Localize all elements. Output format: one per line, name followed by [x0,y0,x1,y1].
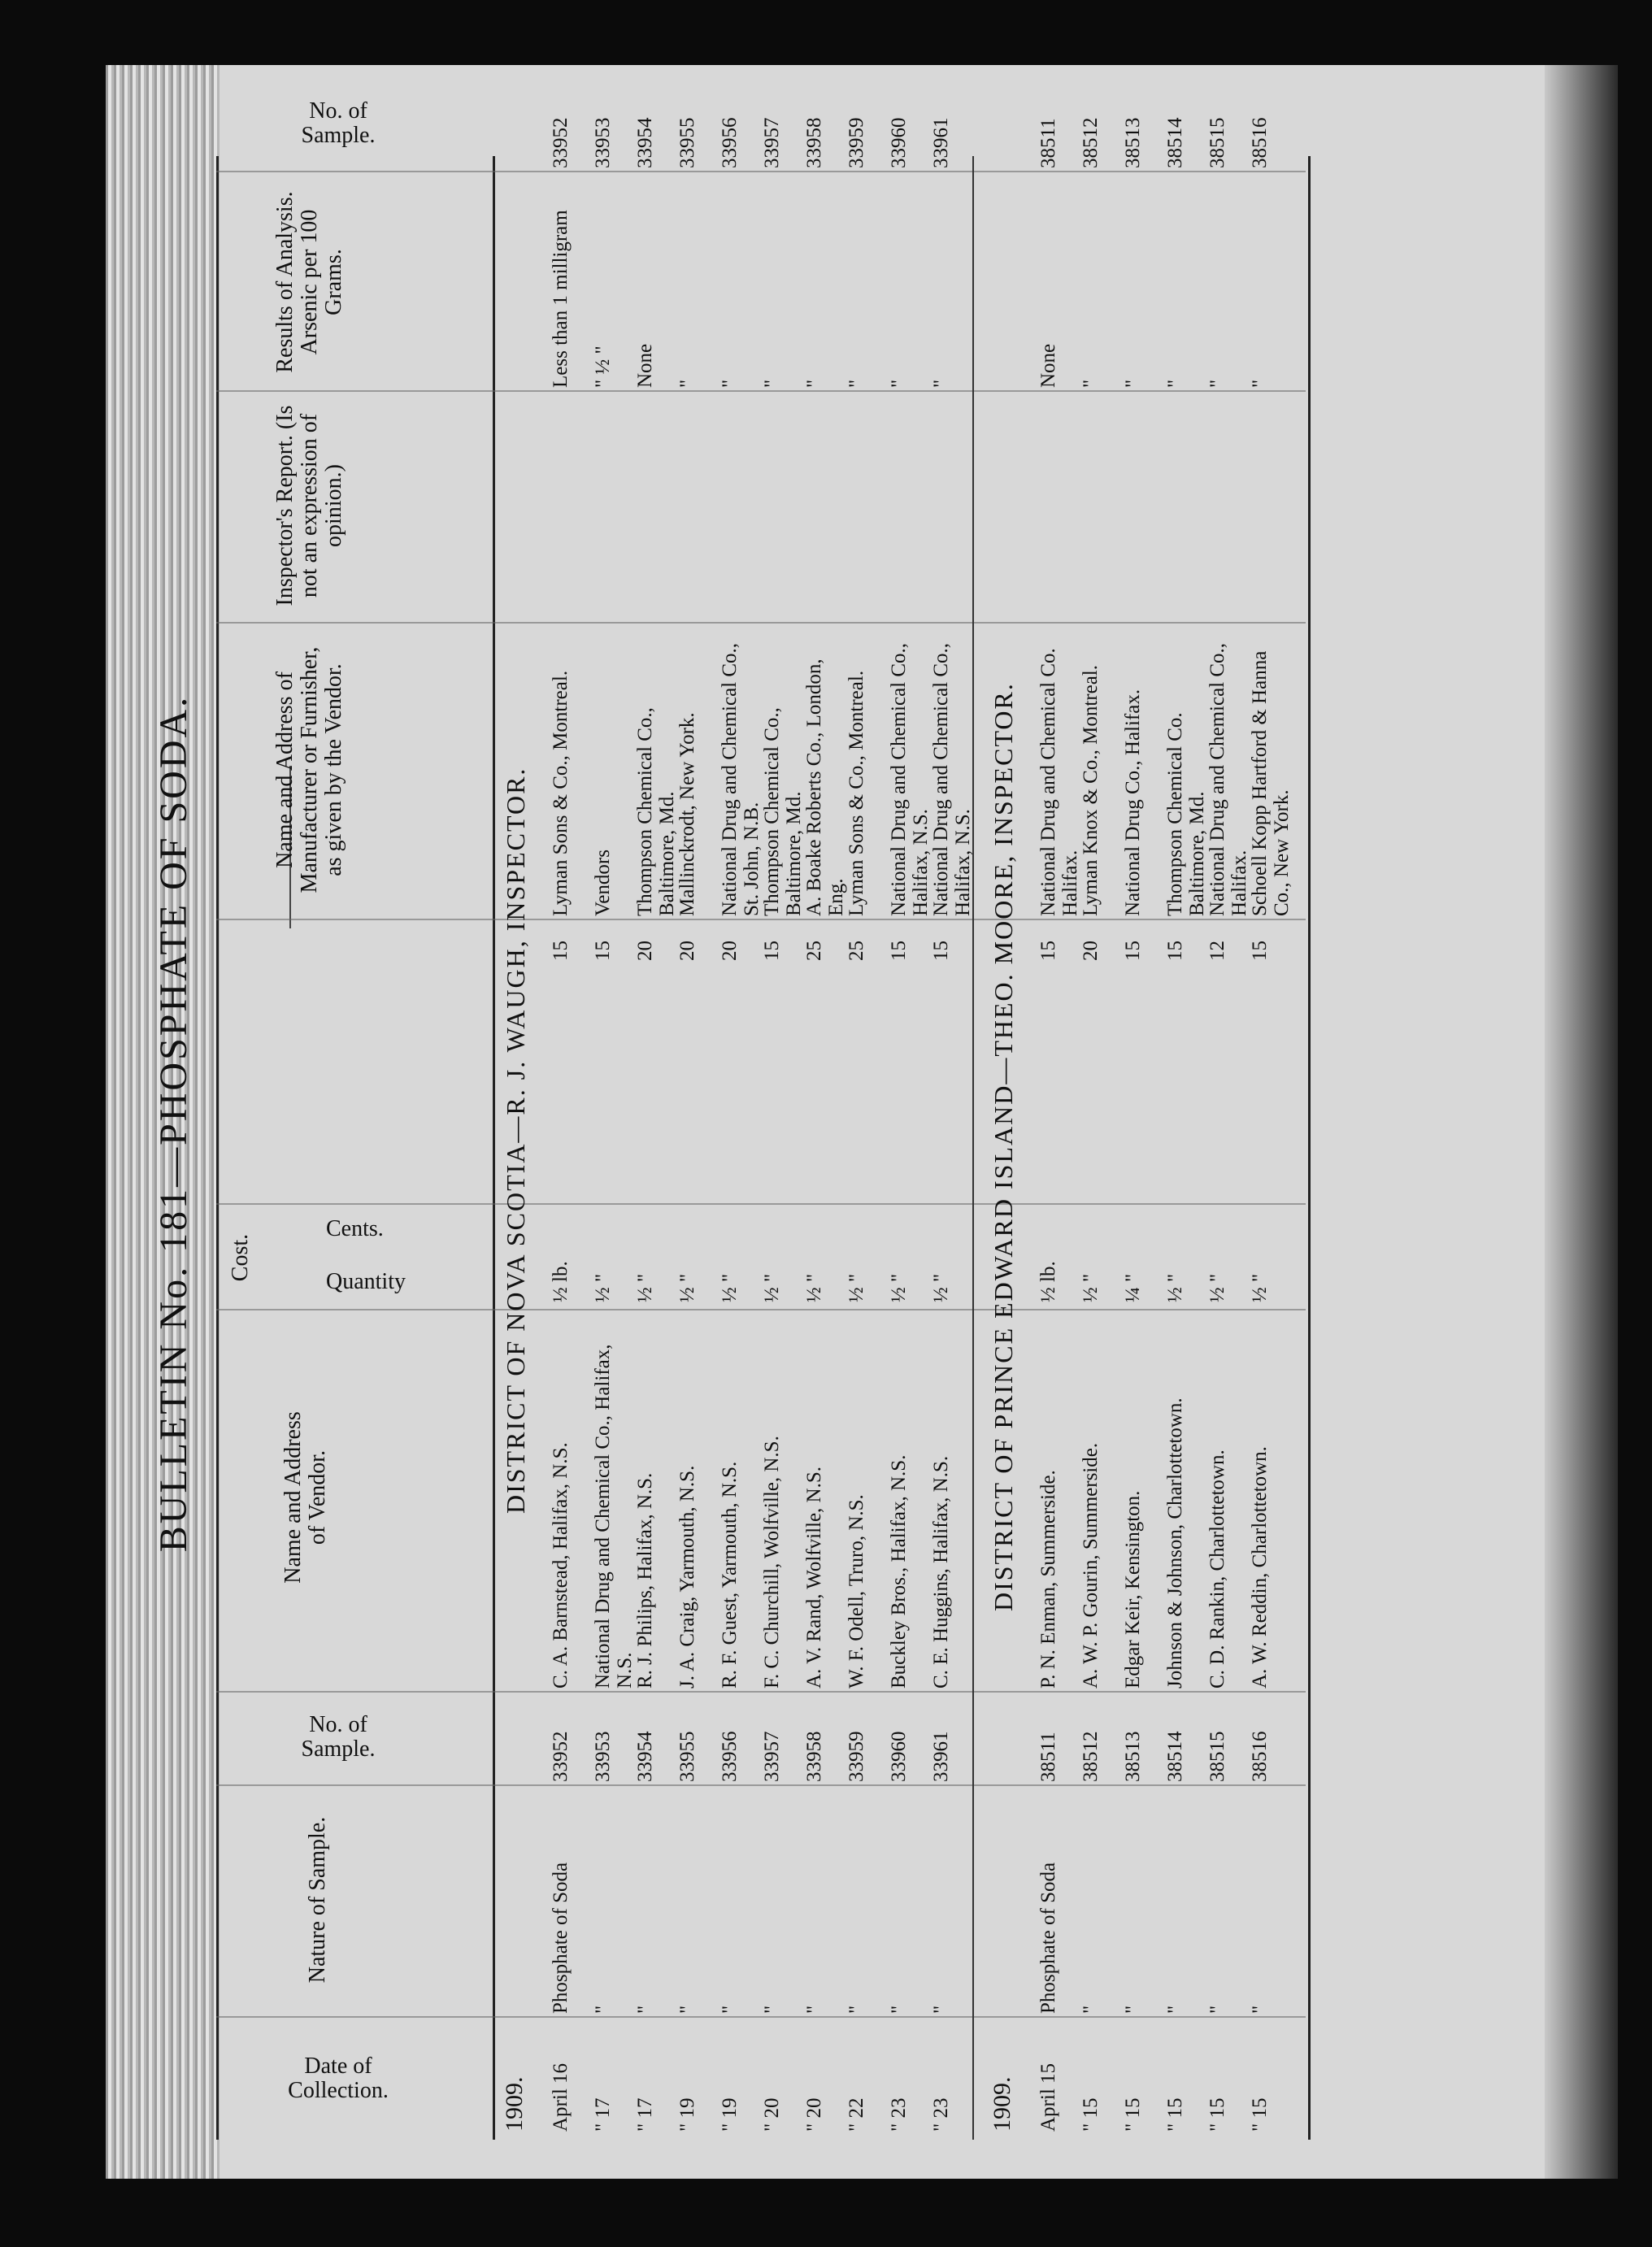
manufacturer-cell: Mallinckrodt, New York. [676,712,698,916]
manufacturer-cell: National Drug and Chemical Co., Halifax, N.S. [930,642,974,916]
nature-cell: Phosphate of Soda [1037,1862,1059,2014]
bulletin-title: BULLETIN No. 181—PHOSPHATE OF SODA. [152,694,195,1553]
result-cell: " [1206,379,1228,388]
manufacturer-cell: Thompson Chemical Co., Baltimore, Md. [761,707,805,916]
sample-number-right-cell: 38514 [1164,117,1186,168]
table-row [1122,117,1167,2140]
table-row [930,117,976,2140]
header-results: Results of Analysis. Arsenic per 100 Grams. [272,191,346,373]
date-cell: " 15 [1164,2097,1186,2132]
quantity-cell: ½ " [803,1273,825,1302]
result-cell: " [803,379,825,388]
result-cell: " [888,379,910,388]
sample-number-right-cell: 33959 [846,117,867,168]
header-nature: Nature of Sample. [305,1816,330,1984]
result-cell: " [719,379,741,388]
cents-cell: 15 [1122,941,1144,961]
result-cell: None [634,343,656,388]
cents-cell: 25 [803,941,825,961]
sample-number-right-cell: 38513 [1122,117,1144,168]
cents-cell: 15 [1249,941,1271,961]
cents-cell: 15 [1037,941,1059,961]
quantity-cell: ½ " [592,1273,614,1302]
sample-number-right-cell: 33957 [761,117,783,168]
sample-number-cell: 33954 [634,1731,656,1782]
vendor-cell: F. C. Churchill, Wolfville, N.S. [761,1436,783,1689]
table-row [803,117,849,2140]
date-cell: " 22 [846,2097,867,2132]
sample-number-right-cell: 33955 [676,117,698,168]
vendor-cell: R. J. Philips, Halifax, N.S. [634,1472,656,1689]
date-cell: " 20 [803,2097,825,2132]
sample-number-cell: 33960 [888,1731,910,1782]
cents-cell: 15 [888,941,910,961]
manufacturer-cell: National Drug and Chemical Co., St. John, N.B. [719,642,763,916]
page-edge-shadow [1545,65,1618,2179]
table-row [676,117,722,2140]
table-row [1164,117,1210,2140]
header-quantity: Quantity [326,1269,406,1294]
vendor-cell: A. W. Reddin, Charlottetown. [1249,1446,1271,1689]
date-cell: " 17 [634,2097,656,2132]
table-row [592,117,637,2140]
nature-cell: " [846,2005,867,2014]
section-rule [972,156,974,2140]
quantity-cell: ½ " [676,1273,698,1302]
date-cell: " 20 [761,2097,783,2132]
vendor-cell: National Drug and Chemical Co., Halifax, N.S. [592,1344,636,1689]
sample-number-right-cell: 33956 [719,117,741,168]
table-row [550,117,595,2140]
nature-cell: " [719,2005,741,2014]
manufacturer-cell: Vendors [592,850,614,916]
date-cell: " 19 [676,2097,698,2132]
sample-number-cell: 38513 [1122,1731,1144,1782]
quantity-cell: ½ " [719,1273,741,1302]
date-cell: " 15 [1249,2097,1271,2132]
header-date: Date of Collection. [288,2054,389,2103]
vendor-cell: R. F. Guest, Yarmouth, N.S. [719,1461,741,1689]
result-cell: " [1164,379,1186,388]
table-row [888,117,933,2140]
sample-number-right-cell: 38515 [1206,117,1228,168]
header-rule [493,156,495,2140]
district-heading: DISTRICT OF PRINCE EDWARD ISLAND—THEO. MOORE, INSPECTOR. [989,682,1018,1611]
sample-number-right-cell: 33961 [930,117,952,168]
table-row [761,117,806,2140]
nature-cell: " [1249,2005,1271,2014]
district-heading: DISTRICT OF NOVA SCOTIA—R. J. WAUGH, INSPECTOR. [501,767,530,1514]
quantity-cell: ½ " [930,1273,952,1302]
sample-number-cell: 33956 [719,1731,741,1782]
vendor-cell: Johnson & Johnson, Charlottetown. [1164,1397,1186,1689]
sample-number-right-cell: 33958 [803,117,825,168]
sample-number-right-cell: 33960 [888,117,910,168]
vendor-cell: Buckley Bros., Halifax, N.S. [888,1454,910,1689]
cents-cell: 12 [1206,941,1228,961]
quantity-cell: ½ " [1206,1273,1228,1302]
manufacturer-cell: Lyman Sons & Co., Montreal. [846,670,867,916]
vendor-cell: Edgar Keir, Kensington. [1122,1490,1144,1689]
sample-number-cell: 38512 [1080,1731,1102,1782]
cents-cell: 25 [846,941,867,961]
date-cell: " 17 [592,2097,614,2132]
vendor-cell: A. W. P. Gourin, Summerside. [1080,1442,1102,1689]
result-cell: " [1122,379,1144,388]
sample-number-cell: 33959 [846,1731,867,1782]
cents-cell: 20 [634,941,656,961]
vendor-cell: C. E. Huggins, Halifax, N.S. [930,1455,952,1689]
header-no-sample: No. of Sample. [301,98,376,148]
cents-cell: 15 [930,941,952,961]
quantity-cell: ¼ " [1122,1273,1144,1302]
sample-number-cell: 33952 [550,1731,572,1782]
table-row [1249,117,1294,2140]
sample-number-cell: 33955 [676,1731,698,1782]
table-row [846,117,891,2140]
header-report: Inspector's Report. (Is not an expression of opinion.) [272,405,346,606]
cents-cell: 15 [550,941,572,961]
cents-cell: 15 [1164,941,1186,961]
sample-number-cell: 38514 [1164,1731,1186,1782]
date-cell: " 15 [1080,2097,1102,2132]
result-cell: " [930,379,952,388]
result-cell: " ½ " [592,346,614,388]
vendor-cell: C. A. Barnstead, Halifax, N.S. [550,1442,572,1689]
header-vendor: Name and Address of Vendor. [280,1411,330,1584]
vendor-cell: P. N. Enman, Summerside. [1037,1470,1059,1689]
table-row [634,117,680,2140]
sample-number-cell: 38511 [1037,1732,1059,1782]
vendor-cell: C. D. Rankin, Charlottetown. [1206,1449,1228,1689]
sample-number-right-cell: 33954 [634,117,656,168]
result-cell: " [1249,379,1271,388]
sample-number-right-cell: 33953 [592,117,614,168]
nature-cell: " [1122,2005,1144,2014]
sample-number-cell: 33957 [761,1731,783,1782]
sample-number-right-cell: 38512 [1080,117,1102,168]
manufacturer-cell: A. Boake Roberts Co., London, Eng. [803,658,847,916]
cents-cell: 20 [1080,941,1102,961]
nature-cell: " [592,2005,614,2014]
table-row [1206,117,1252,2140]
date-cell: " 19 [719,2097,741,2132]
date-cell: " 15 [1122,2097,1144,2132]
sample-number-cell: 33953 [592,1731,614,1782]
date-cell: April 15 [1037,2062,1059,2132]
rotated-document-page [151,67,1501,2180]
result-cell: " [676,379,698,388]
nature-cell: " [930,2005,952,2014]
manufacturer-cell: National Drug and Chemical Co., Halifax. [1206,642,1250,916]
quantity-cell: ½ " [761,1273,783,1302]
sample-number-right-cell: 38511 [1037,118,1059,168]
manufacturer-cell: Lyman Knox & Co., Montreal. [1080,665,1102,916]
date-cell: April 16 [550,2062,572,2132]
nature-cell: " [761,2005,783,2014]
vendor-cell: W. F. Odell, Truro, N.S. [846,1494,867,1689]
sample-number-right-cell: 33952 [550,117,572,168]
result-cell: None [1037,343,1059,388]
sample-number-right-cell: 38516 [1249,117,1271,168]
header-sample-no: No. of Sample. [301,1712,376,1762]
nature-cell: " [1080,2005,1102,2014]
header-manufacturer: Name and Address of Manufacturer or Furnisher, as given by the Vendor. [272,646,346,893]
year-label: 1909. [989,2076,1015,2132]
quantity-cell: ½ " [846,1273,867,1302]
date-cell: " 23 [888,2097,910,2132]
table-row [1037,118,1083,2140]
nature-cell: " [1164,2005,1186,2014]
year-label: 1909. [501,2076,528,2132]
header-cents: Cents. [326,1216,384,1241]
manufacturer-cell: National Drug and Chemical Co., Halifax, N.S. [888,642,932,916]
result-cell: " [1080,379,1102,388]
table-row [1080,117,1125,2140]
date-cell: " 15 [1206,2097,1228,2132]
quantity-cell: ½ " [888,1273,910,1302]
cents-cell: 15 [761,941,783,961]
quantity-cell: ½ " [634,1273,656,1302]
quantity-cell: ½ lb. [550,1261,572,1302]
sample-number-cell: 33958 [803,1731,825,1782]
nature-cell: Phosphate of Soda [550,1862,572,2014]
manufacturer-cell: Schoell Kopp Hartford & Hanna Co., New York. [1249,650,1293,916]
result-cell: " [846,379,867,388]
quantity-cell: ½ " [1164,1273,1186,1302]
manufacturer-cell: National Drug and Chemical Co. Halifax. [1037,648,1081,916]
manufacturer-cell: Thompson Chemical Co., Baltimore, Md. [634,707,678,916]
manufacturer-cell: National Drug Co., Halifax. [1122,689,1144,916]
result-cell: " [761,379,783,388]
date-cell: " 23 [930,2097,952,2132]
vendor-cell: J. A. Craig, Yarmouth, N.S. [676,1465,698,1689]
cents-cell: 20 [676,941,698,961]
nature-cell: " [1206,2005,1228,2014]
cents-cell: 20 [719,941,741,961]
manufacturer-cell: Lyman Sons & Co., Montreal. [550,670,572,916]
quantity-cell: ½ " [1249,1273,1271,1302]
table-row [719,117,764,2140]
manufacturer-cell: Thompson Chemical Co. Baltimore, Md. [1164,712,1208,916]
header-cost: Cost. [228,1233,253,1282]
result-cell: Less than 1 milligram [550,210,572,388]
nature-cell: " [888,2005,910,2014]
nature-cell: " [634,2005,656,2014]
sample-number-cell: 38515 [1206,1731,1228,1782]
nature-cell: " [676,2005,698,2014]
quantity-cell: ½ " [1080,1273,1102,1302]
nature-cell: " [803,2005,825,2014]
vendor-cell: A. V. Rand, Wolfville, N.S. [803,1466,825,1689]
cents-cell: 15 [592,941,614,961]
sample-number-cell: 33961 [930,1731,952,1782]
sample-number-cell: 38516 [1249,1731,1271,1782]
quantity-cell: ½ lb. [1037,1261,1059,1302]
